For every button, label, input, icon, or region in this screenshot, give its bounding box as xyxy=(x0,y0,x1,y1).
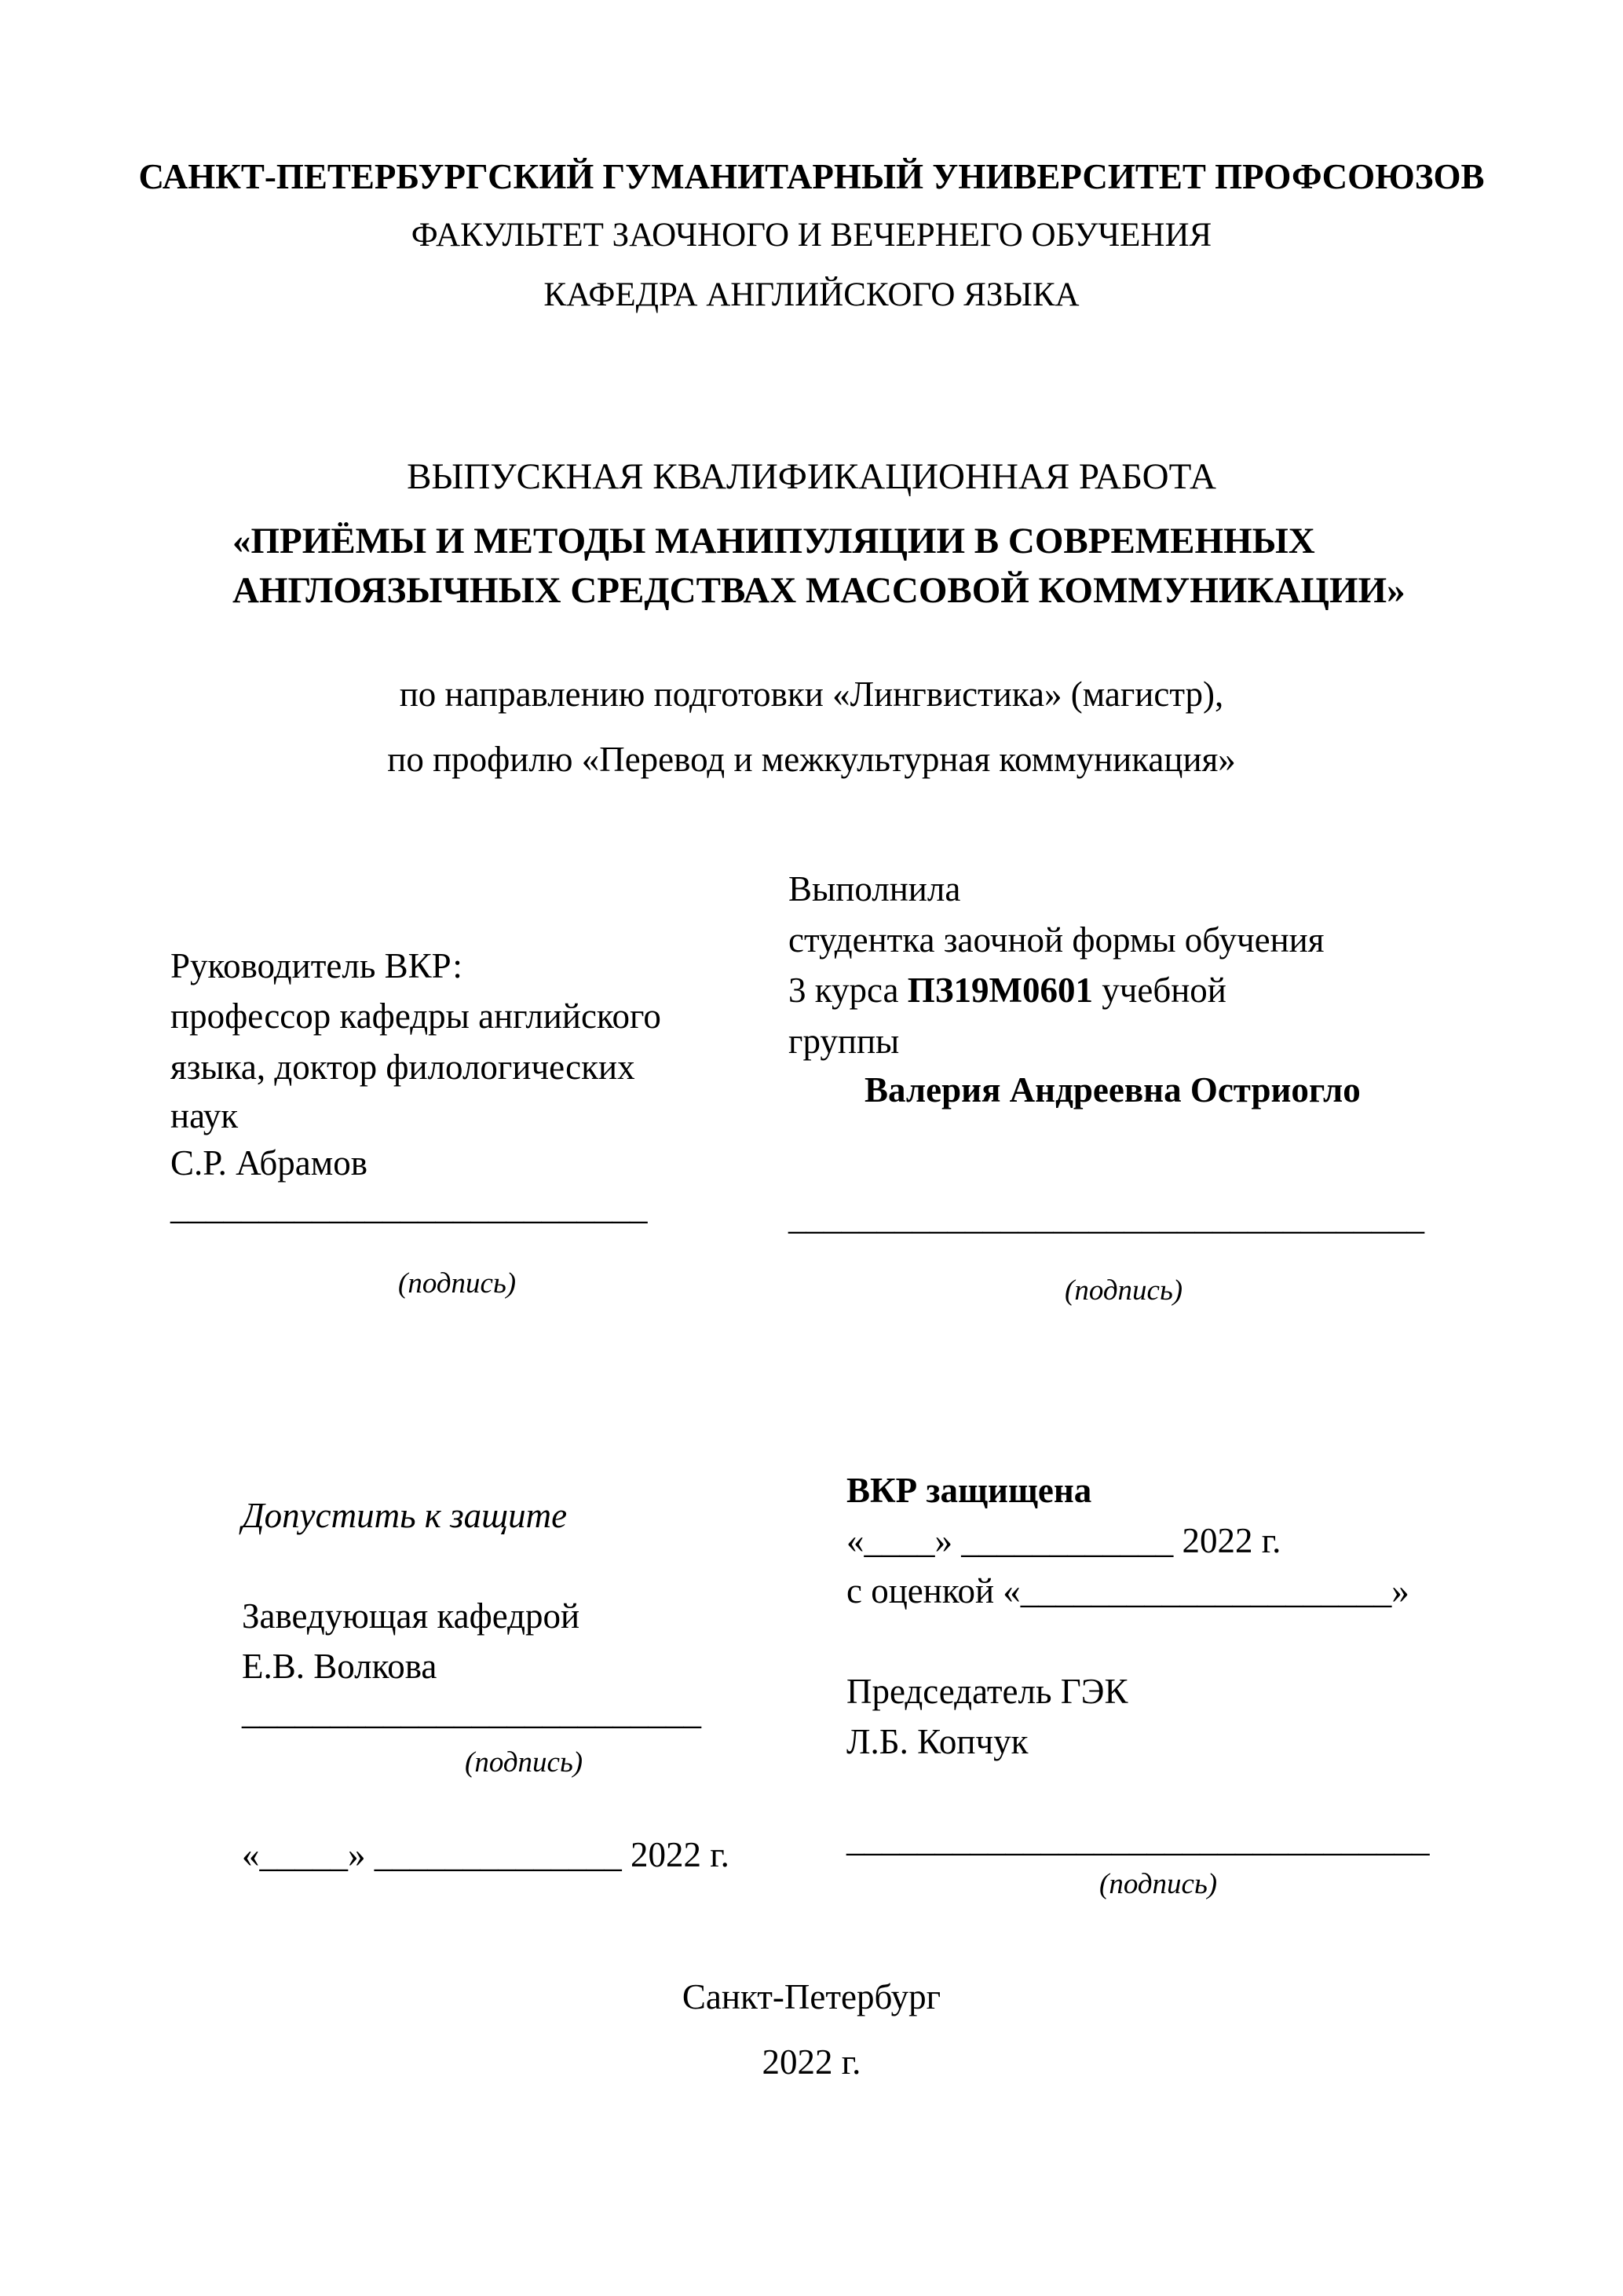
supervisor-line2: языка, доктор филологических xyxy=(170,1047,635,1087)
defense-signature-line: _________________________________ xyxy=(846,1819,1430,1859)
student-name: Валерия Андреевна Остриогло xyxy=(865,1070,1361,1110)
admission-heading: Допустить к защите xyxy=(242,1496,568,1535)
work-title-line1: «ПРИЁМЫ И МЕТОДЫ МАНИПУЛЯЦИИ В СОВРЕМЕННЫХ xyxy=(232,521,1315,561)
study-profile: по профилю «Перевод и межкультурная коммуникация» xyxy=(387,740,1236,779)
supervisor-line3: наук xyxy=(170,1096,239,1135)
work-title-line2: АНГЛОЯЗЫЧНЫХ СРЕДСТВАХ МАССОВОЙ КОММУНИКАЦИИ» xyxy=(232,570,1406,611)
university-name: САНКТ-ПЕТЕРБУРГСКИЙ ГУМАНИТАРНЫЙ УНИВЕРСИТЕТ ПРОФСОЮЗОВ xyxy=(138,157,1485,196)
student-heading: Выполнила xyxy=(788,869,961,909)
defense-heading: ВКР защищена xyxy=(846,1471,1092,1510)
defense-date-line: «____» ____________ 2022 г. xyxy=(846,1521,1281,1560)
student-group-code: ПЗ19М0601 xyxy=(907,971,1093,1010)
faculty-name: ФАКУЛЬТЕТ ЗАОЧНОГО И ВЕЧЕРНЕГО ОБУЧЕНИЯ xyxy=(411,217,1212,254)
defense-name: Л.Б. Копчук xyxy=(846,1722,1029,1761)
study-direction: по направлению подготовки «Лингвистика» (магистр), xyxy=(399,675,1224,714)
department-name: КАФЕДРА АНГЛИЙСКОГО ЯЗЫКА xyxy=(543,276,1080,313)
admission-signature-line: __________________________ xyxy=(242,1692,701,1731)
student-signature-label: (подпись) xyxy=(1065,1274,1183,1307)
supervisor-name: С.Р. Абрамов xyxy=(170,1143,367,1183)
student-line3: группы xyxy=(788,1022,900,1061)
student-course-line xyxy=(788,973,1226,1008)
admission-date-line: «_____» ______________ 2022 г. xyxy=(242,1835,729,1874)
supervisor-signature-label: (подпись) xyxy=(398,1267,517,1300)
admission-name: Е.В. Волкова xyxy=(242,1647,437,1686)
admission-signature-label: (подпись) xyxy=(465,1746,583,1779)
admission-role: Заведующая кафедрой xyxy=(242,1596,580,1636)
student-course-suffix: учебной xyxy=(1092,971,1226,1010)
defense-role: Председатель ГЭК xyxy=(846,1672,1128,1711)
student-course-prefix: 3 курса xyxy=(788,971,908,1010)
defense-signature-label: (подпись) xyxy=(1099,1868,1218,1900)
supervisor-signature-line: ___________________________ xyxy=(170,1187,648,1227)
student-signature-line: ____________________________________ xyxy=(788,1197,1424,1237)
footer-city: Санкт-Петербург xyxy=(682,1977,941,2016)
footer-year: 2022 г. xyxy=(762,2042,861,2082)
work-type: ВЫПУСКНАЯ КВАЛИФИКАЦИОННАЯ РАБОТА xyxy=(407,456,1216,497)
supervisor-heading: Руководитель ВКР: xyxy=(170,946,462,985)
supervisor-line1: профессор кафедры английского xyxy=(170,996,661,1036)
defense-grade-line: с оценкой «_____________________» xyxy=(846,1571,1409,1610)
student-line1: студентка заочной формы обучения xyxy=(788,920,1325,960)
